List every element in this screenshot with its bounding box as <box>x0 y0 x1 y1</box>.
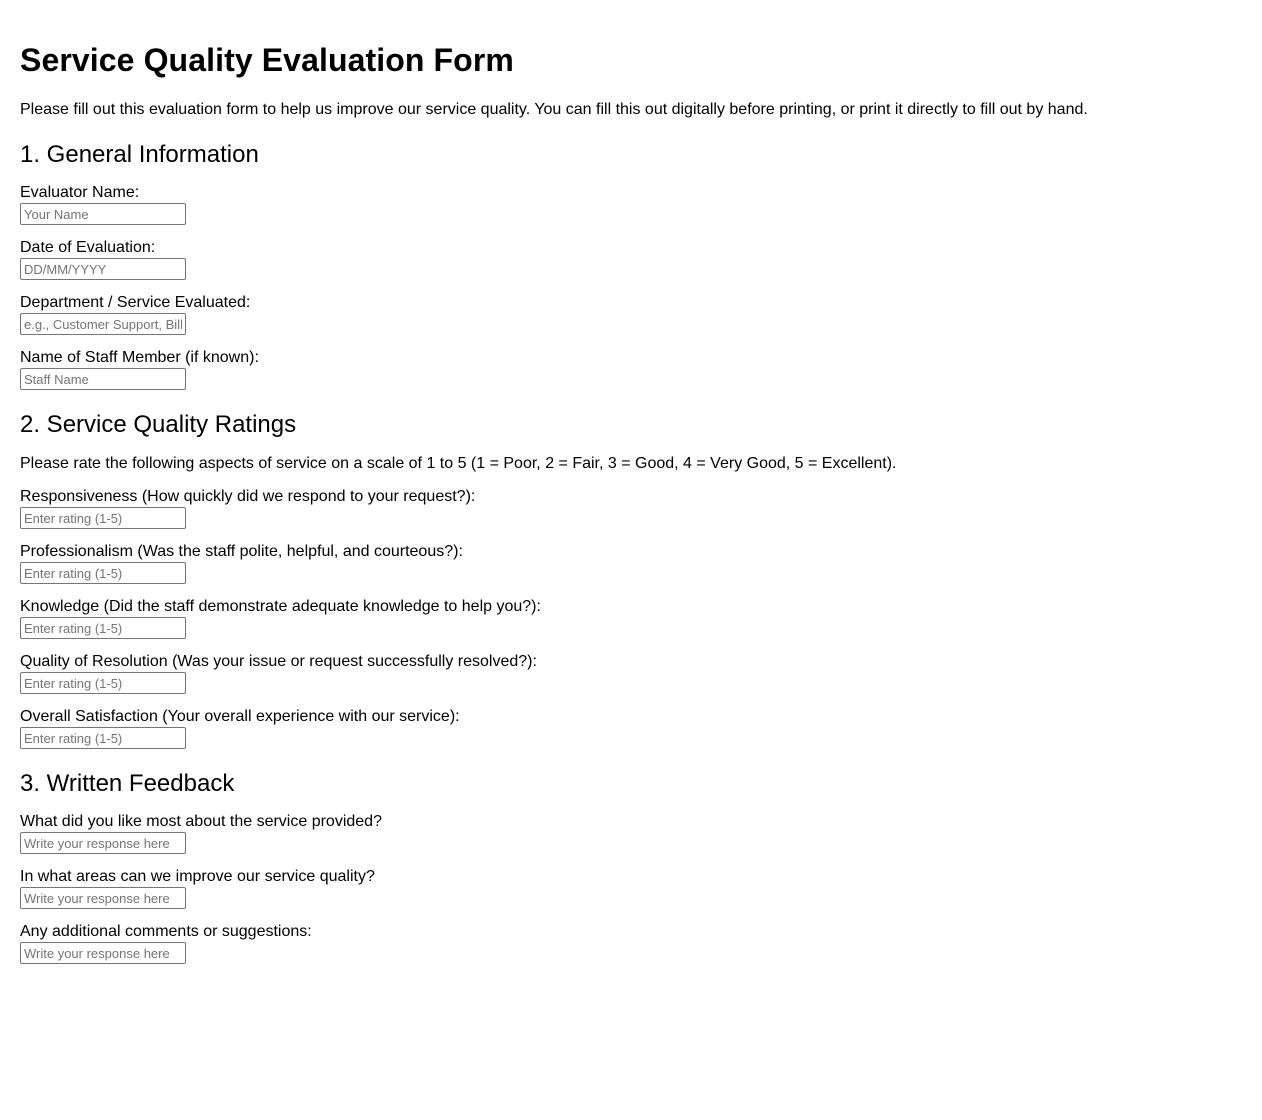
section-heading-ratings: 2. Service Quality Ratings <box>20 411 297 438</box>
improvement-areas-input[interactable] <box>20 887 186 909</box>
professionalism-field-group <box>20 543 1242 584</box>
liked-most-input[interactable] <box>20 832 186 854</box>
knowledge-label: Knowledge (Did the staff demonstrate adequate knowledge to help you?): <box>20 598 541 615</box>
responsiveness-field-group <box>20 488 1242 529</box>
department-input[interactable] <box>20 313 186 335</box>
evaluation-date-label: Date of Evaluation: <box>20 239 156 256</box>
professionalism-label: Professionalism (Was the staff polite, helpful, and courteous?): <box>20 543 463 560</box>
evaluator-name-input[interactable] <box>20 203 186 225</box>
evaluation-date-input[interactable] <box>20 258 186 280</box>
department-label: Department / Service Evaluated: <box>20 294 251 311</box>
staff-name-field-group <box>20 349 1242 390</box>
overall-satisfaction-label: Overall Satisfaction (Your overall experience with our service): <box>20 708 460 725</box>
overall-satisfaction-rating-input[interactable] <box>20 727 186 749</box>
liked-most-label: What did you like most about the service provided? <box>20 813 382 830</box>
responsiveness-rating-input[interactable] <box>20 507 186 529</box>
page-title: Service Quality Evaluation Form <box>20 42 514 78</box>
section-service-quality-ratings <box>20 410 1242 749</box>
staff-name-input[interactable] <box>20 368 186 390</box>
intro-text: Please fill out this evaluation form to help us improve our service quality. You can fill this out digitally before printing, or print it directly to fill out by hand. <box>20 101 1088 118</box>
additional-comments-input[interactable] <box>20 942 186 964</box>
department-field-group <box>20 294 1242 335</box>
knowledge-rating-input[interactable] <box>20 617 186 639</box>
additional-comments-label: Any additional comments or suggestions: <box>20 923 312 940</box>
section-written-feedback <box>20 769 1242 964</box>
responsiveness-label: Responsiveness (How quickly did we respond to your request?): <box>20 488 476 505</box>
evaluator-name-label: Evaluator Name: <box>20 184 140 201</box>
rating-scale-note: Please rate the following aspects of service on a scale of 1 to 5 (1 = Poor, 2 = Fair, 3 = Good, 4 = Very Good, 5 = Excellent). <box>20 455 897 472</box>
knowledge-field-group <box>20 598 1242 639</box>
additional-comments-field-group <box>20 923 1242 964</box>
staff-name-label: Name of Staff Member (if known): <box>20 349 259 366</box>
evaluation-date-field-group <box>20 239 1242 280</box>
professionalism-rating-input[interactable] <box>20 562 186 584</box>
improvement-areas-field-group <box>20 868 1242 909</box>
section-heading-feedback: 3. Written Feedback <box>20 770 235 797</box>
resolution-label: Quality of Resolution (Was your issue or request successfully resolved?): <box>20 653 537 670</box>
improvement-areas-label: In what areas can we improve our service quality? <box>20 868 375 885</box>
section-heading-general: 1. General Information <box>20 141 259 168</box>
resolution-field-group <box>20 653 1242 694</box>
liked-most-field-group <box>20 813 1242 854</box>
resolution-rating-input[interactable] <box>20 672 186 694</box>
section-general-information <box>20 140 1242 390</box>
evaluator-name-field-group <box>20 184 1242 225</box>
overall-satisfaction-field-group <box>20 708 1242 749</box>
